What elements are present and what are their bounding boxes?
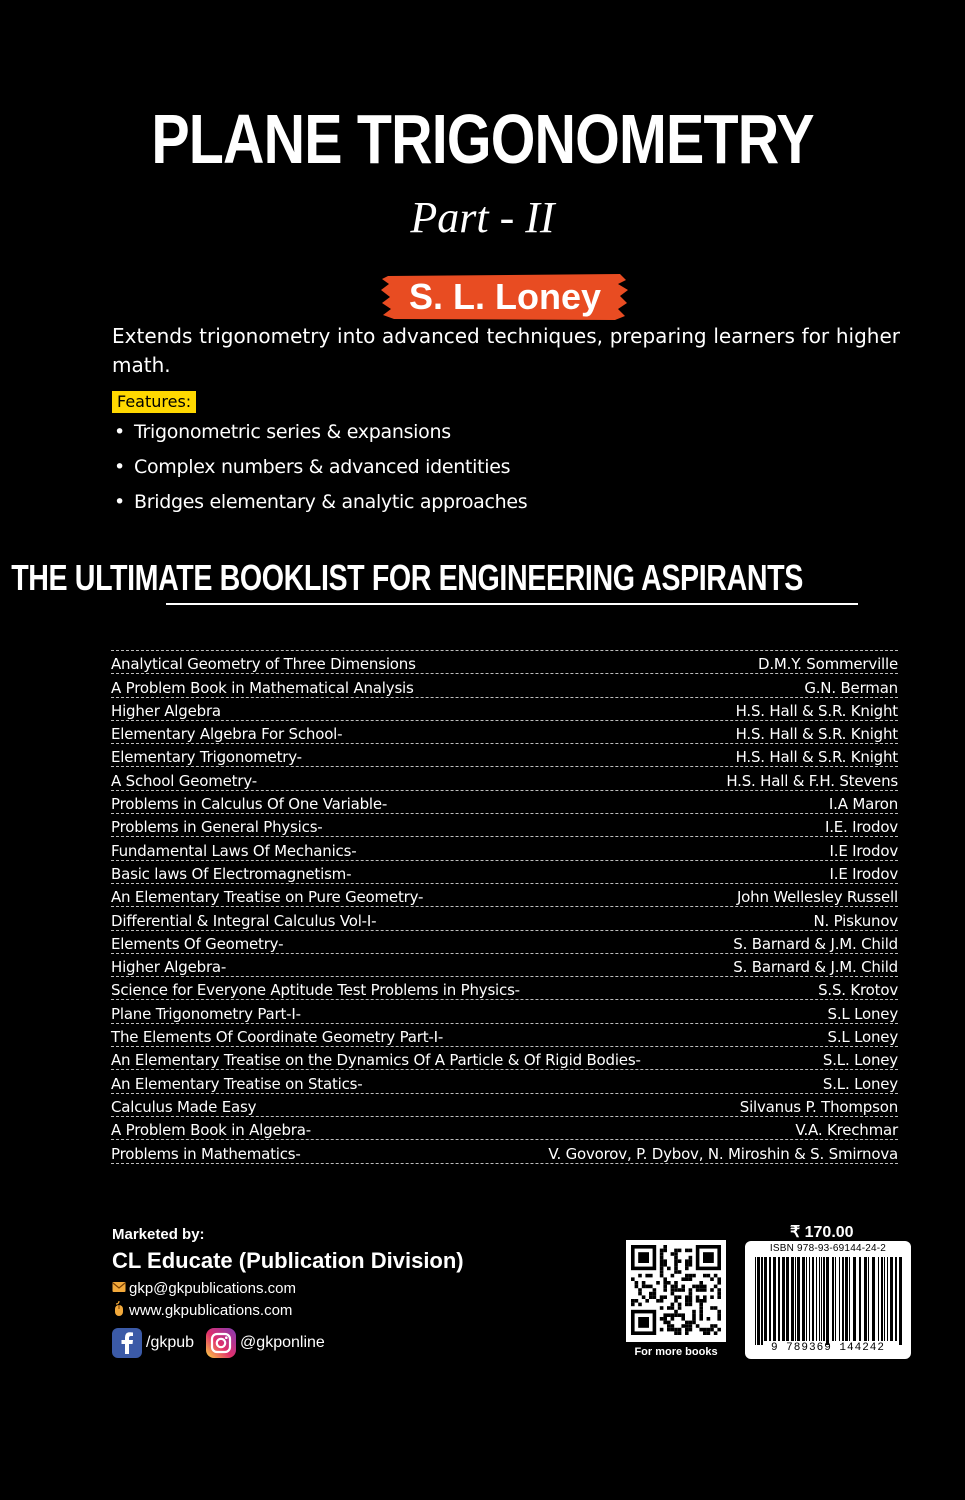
book-author-cell: H.S. Hall & S.R. Knight: [735, 725, 898, 744]
table-row: [111, 1116, 898, 1139]
book-title-cell: Plane Trigonometry Part-I-: [111, 1004, 301, 1023]
book-author-cell: I.E. Irodov: [824, 818, 898, 837]
isbn-barcode: [745, 1241, 911, 1359]
website-url[interactable]: www.gkpublications.com: [129, 1302, 293, 1319]
table-row: [111, 743, 898, 766]
book-title-cell: Calculus Made Easy: [111, 1097, 257, 1116]
table-row: [111, 976, 898, 999]
book-title-cell: An Elementary Treatise on the Dynamics Of A Particle & Of Rigid Bodies-: [111, 1051, 641, 1070]
table-row: [111, 650, 898, 673]
book-title-cell: A Problem Book in Algebra-: [111, 1121, 311, 1140]
social-links: [112, 1328, 325, 1358]
feature-item: • Bridges elementary & analytic approaches: [112, 488, 527, 523]
isbn-text: ISBN 978-93-69144-24-2: [769, 1243, 887, 1254]
book-title-cell: Higher Algebra: [111, 701, 221, 720]
feature-item: • Trigonometric series & expansions: [112, 418, 527, 453]
price-label: ₹ 170.00: [790, 1224, 854, 1241]
publisher-name: CL Educate (Publication Division): [112, 1248, 464, 1273]
book-author-cell: H.S. Hall & S.R. Knight: [735, 701, 898, 720]
author-banner: [380, 272, 630, 322]
qr-pattern: [626, 1240, 726, 1342]
book-author-cell: I.E Irodov: [829, 864, 898, 883]
email-address[interactable]: gkp@gkpublications.com: [129, 1280, 296, 1297]
table-row: [111, 766, 898, 789]
facebook-handle[interactable]: /gkpub: [146, 1334, 195, 1351]
feature-list: [112, 418, 527, 523]
table-row: [111, 720, 898, 743]
bullet-icon: •: [114, 456, 125, 478]
book-title-cell: Problems in General Physics-: [111, 818, 323, 837]
book-title-cell: A School Geometry-: [111, 771, 257, 790]
book-author-cell: S.L Loney: [827, 1004, 898, 1023]
table-row: [111, 697, 898, 720]
book-author-cell: S. Barnard & J.M. Child: [733, 934, 898, 953]
book-author-cell: H.S. Hall & F.H. Stevens: [726, 771, 898, 790]
table-row: [111, 953, 898, 976]
book-title-cell: Elements Of Geometry-: [111, 934, 284, 953]
marketed-by-label: Marketed by:: [112, 1226, 205, 1243]
book-title-cell: Fundamental Laws Of Mechanics-: [111, 841, 357, 860]
table-row: [111, 673, 898, 696]
book-title: PLANE TRIGONOMETRY: [151, 100, 814, 178]
book-author-cell: S.S. Krotov: [818, 981, 898, 1000]
table-row: [111, 883, 898, 906]
barcode-number: 9 789369 144242: [770, 1342, 886, 1354]
qr-code[interactable]: [626, 1240, 726, 1342]
table-row: [111, 1139, 898, 1162]
table-row: [111, 813, 898, 836]
mouse-icon: [112, 1301, 126, 1320]
book-author-cell: I.A Maron: [828, 795, 898, 814]
book-author-cell: D.M.Y. Sommerville: [757, 655, 898, 674]
table-row: [111, 860, 898, 883]
table-row: [111, 906, 898, 929]
table-bottom-border: [111, 1163, 898, 1164]
book-title-cell: A Problem Book in Mathematical Analysis: [111, 678, 414, 697]
book-author-cell: S.L Loney: [827, 1028, 898, 1047]
booklist-table: [111, 650, 898, 1164]
book-title-cell: The Elements Of Coordinate Geometry Part-I-: [111, 1028, 444, 1047]
features-label: Features:: [112, 391, 196, 413]
table-row: [111, 790, 898, 813]
book-author-cell: John Wellesley Russell: [736, 888, 898, 907]
table-row: [111, 1093, 898, 1116]
book-author-cell: V. Govorov, P. Dybov, N. Miroshin & S. Smirnova: [548, 1144, 898, 1163]
heading-underline: [166, 603, 858, 605]
book-title-cell: Analytical Geometry of Three Dimensions: [111, 655, 416, 674]
book-title-cell: Problems in Mathematics-: [111, 1144, 301, 1163]
booklist-heading: THE ULTIMATE BOOKLIST FOR ENGINEERING ASPIRANTS: [11, 557, 803, 598]
book-title-cell: An Elementary Treatise on Pure Geometry-: [111, 888, 424, 907]
feature-item: • Complex numbers & advanced identities: [112, 453, 527, 488]
book-title-cell: Higher Algebra-: [111, 958, 227, 977]
table-row: [111, 930, 898, 953]
book-description: Extends trigonometry into advanced techniques, preparing learners for higher math.: [112, 324, 900, 377]
book-title-cell: Elementary Trigonometry-: [111, 748, 302, 767]
facebook-icon: [112, 1328, 142, 1358]
table-row: [111, 1046, 898, 1069]
book-author-cell: H.S. Hall & S.R. Knight: [735, 748, 898, 767]
table-row: [111, 836, 898, 859]
book-title-cell: Science for Everyone Aptitude Test Problems in Physics-: [111, 981, 520, 1000]
book-author-cell: S.L. Loney: [822, 1074, 898, 1093]
bullet-icon: •: [114, 491, 125, 513]
book-author-cell: S. Barnard & J.M. Child: [733, 958, 898, 977]
book-author-cell: Silvanus P. Thompson: [739, 1097, 898, 1116]
book-title-cell: Problems in Calculus Of One Variable-: [111, 795, 388, 814]
book-title-cell: Basic laws Of Electromagnetism-: [111, 864, 352, 883]
envelope-icon: [112, 1280, 126, 1297]
qr-caption: For more books: [634, 1346, 718, 1358]
book-title-cell: Differential & Integral Calculus Vol-I-: [111, 911, 377, 930]
bullet-icon: •: [114, 421, 125, 443]
email-contact: [112, 1280, 296, 1297]
website-contact: [112, 1301, 292, 1320]
table-row: [111, 1069, 898, 1092]
book-author-cell: V.A. Krechmar: [795, 1121, 898, 1140]
book-author-cell: G.N. Berman: [804, 678, 898, 697]
instagram-icon: [206, 1328, 236, 1358]
table-row: [111, 999, 898, 1022]
instagram-handle[interactable]: @gkponline: [240, 1334, 325, 1351]
book-title-cell: Elementary Algebra For School-: [111, 725, 343, 744]
book-title-cell: An Elementary Treatise on Statics-: [111, 1074, 363, 1093]
table-row: [111, 1023, 898, 1046]
book-author-cell: N. Piskunov: [813, 911, 898, 930]
book-author-cell: I.E Irodov: [829, 841, 898, 860]
book-subtitle: Part - II: [410, 193, 555, 242]
book-author-cell: S.L. Loney: [822, 1051, 898, 1070]
author-name: S. L. Loney: [408, 276, 602, 317]
